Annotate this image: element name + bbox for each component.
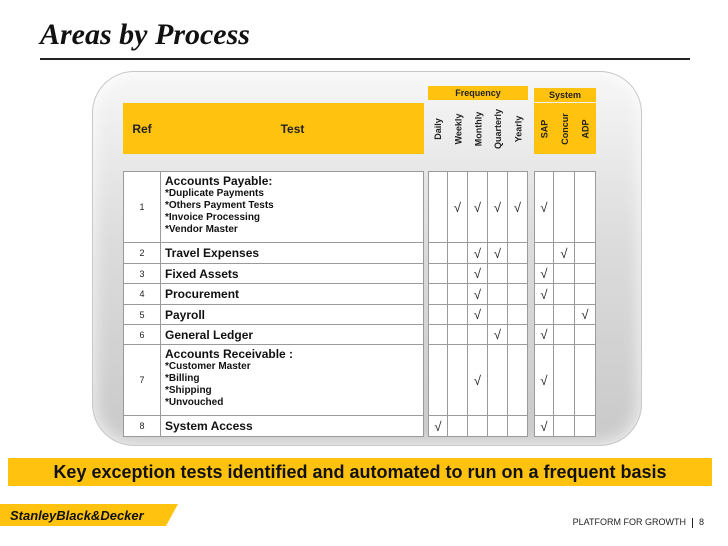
column-header-label: SAP [538,119,549,138]
footer [573,517,704,528]
cell-yearly [508,416,528,437]
column-header-label: Yearly [513,115,523,142]
row-test [161,345,424,416]
column-header-weekly [448,103,468,154]
row-test [161,325,424,345]
check-mark-sap: √ [534,416,554,437]
cell-concur [554,345,575,416]
check-mark-sap: √ [534,264,554,284]
cell-sap [534,243,554,264]
test-title: Payroll [165,307,206,322]
cell-sap [534,305,554,325]
check-mark-quarterly: √ [488,243,508,264]
test-subitem: *Duplicate Payments [165,188,264,199]
row-ref: 2 [123,243,161,264]
cell-concur [554,325,575,345]
test-title: System Access [165,419,253,433]
test-subitem: *Others Payment Tests [165,200,274,211]
test-title: Fixed Assets [165,266,239,281]
check-mark-monthly: √ [468,264,488,284]
test-subitem: *Shipping [165,385,212,396]
test-subitem: *Customer Master [165,361,251,372]
row-ref: 8 [123,416,161,437]
cell-monthly [468,416,488,437]
cell-weekly [448,325,468,345]
test-subitem: *Vendor Master [165,224,238,235]
column-header-daily [428,103,448,154]
check-mark-daily: √ [428,416,448,437]
row-test [161,416,424,437]
check-mark-yearly: √ [508,171,528,243]
check-mark-monthly: √ [468,243,488,264]
column-header-quarterly [488,103,508,154]
cell-quarterly [488,264,508,284]
cell-concur [554,284,575,305]
row-ref: 3 [123,264,161,284]
cell-yearly [508,305,528,325]
test-header: Test [161,103,424,154]
test-title: Accounts Payable: [165,174,273,188]
cell-daily [428,243,448,264]
row-test [161,243,424,264]
cell-yearly [508,264,528,284]
test-subitem: *Unvouched [165,397,224,408]
frequency-group-header: Frequency [428,86,528,100]
cell-daily [428,325,448,345]
test-title: Accounts Receivable : [165,347,294,361]
key-message-banner: Key exception tests identified and automated to run on a frequent basis [8,458,712,486]
slide-title: Areas by Process [40,18,250,51]
cell-quarterly [488,416,508,437]
cell-weekly [448,305,468,325]
test-subitem: *Invoice Processing [165,212,261,223]
test-subitem: *Billing [165,373,200,384]
check-mark-weekly: √ [448,171,468,243]
column-header-label: Weekly [453,113,464,144]
cell-yearly [508,284,528,305]
cell-quarterly [488,284,508,305]
cell-adp [575,416,596,437]
cell-daily [428,171,448,243]
column-header-label: Quarterly [493,108,503,149]
test-title: Procurement [165,287,240,301]
cell-adp [575,325,596,345]
row-ref: 1 [123,171,161,243]
cell-daily [428,264,448,284]
column-header-label: ADP [580,118,591,139]
column-header-label: Concur [559,112,570,145]
column-header-label: Daily [433,117,444,140]
row-test [161,264,424,284]
cell-quarterly [488,345,508,416]
cell-concur [554,264,575,284]
test-title: General Ledger [165,327,254,342]
column-header-adp [575,103,596,154]
row-test [161,171,424,243]
check-mark-sap: √ [534,345,554,416]
stanley-black-decker-logo [0,504,178,526]
system-group-header: System [534,88,596,102]
cell-daily [428,345,448,416]
column-header-monthly [468,103,488,154]
check-mark-monthly: √ [468,345,488,416]
column-header-label: Monthly [473,111,483,146]
ref-header: Ref [123,103,161,154]
cell-weekly [448,284,468,305]
cell-daily [428,284,448,305]
row-ref: 5 [123,305,161,325]
cell-concur [554,305,575,325]
row-ref: 6 [123,325,161,345]
row-ref: 4 [123,284,161,305]
column-header-sap [534,103,554,154]
cell-concur [554,171,575,243]
cell-weekly [448,416,468,437]
title-divider [40,58,690,60]
cell-weekly [448,264,468,284]
cell-monthly [468,325,488,345]
check-mark-quarterly: √ [488,171,508,243]
cell-quarterly [488,305,508,325]
column-header-yearly [508,103,528,154]
column-header-concur [554,103,575,154]
cell-adp [575,345,596,416]
check-mark-sap: √ [534,325,554,345]
row-test [161,284,424,305]
test-title: Travel Expenses [165,246,260,260]
page-number: 8 [698,517,704,527]
cell-yearly [508,243,528,264]
cell-adp [575,171,596,243]
cell-adp [575,243,596,264]
check-mark-adp: √ [575,305,596,325]
check-mark-sap: √ [534,284,554,305]
check-mark-quarterly: √ [488,325,508,345]
svg-text:StanleyBlack&Decker: StanleyBlack&Decker [10,508,144,523]
check-mark-monthly: √ [468,305,488,325]
cell-weekly [448,243,468,264]
cell-adp [575,284,596,305]
cell-weekly [448,345,468,416]
footer-separator [692,518,693,528]
cell-yearly [508,345,528,416]
cell-adp [575,264,596,284]
row-ref: 7 [123,345,161,416]
check-mark-concur: √ [554,243,575,264]
cell-concur [554,416,575,437]
check-mark-monthly: √ [468,171,488,243]
footer-text: PLATFORM FOR GROWTH [572,517,686,527]
check-mark-sap: √ [534,171,554,243]
row-test [161,305,424,325]
cell-daily [428,305,448,325]
cell-yearly [508,325,528,345]
check-mark-monthly: √ [468,284,488,305]
